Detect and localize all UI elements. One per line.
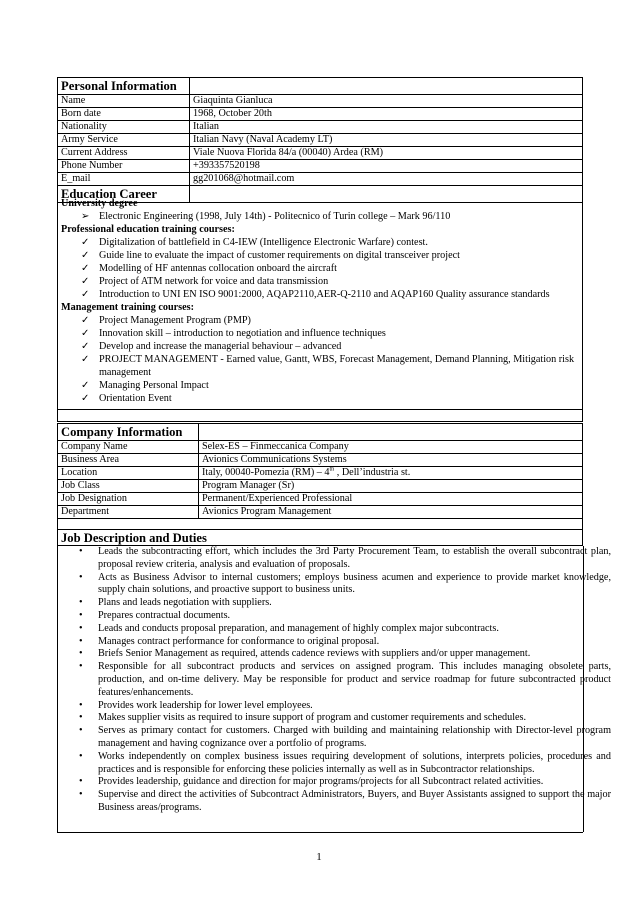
checkmark-icon: ✓ [81, 237, 90, 248]
list-item: ✓ Digitalization of battlefield in C4-IEW (Intelligence Electronic Warfare) contest. [81, 237, 428, 248]
list-item: ✓ Managing Personal Impact [81, 380, 209, 391]
company-info-table [57, 423, 583, 519]
arrow-bullet-icon: ➢ [81, 211, 90, 222]
round-bullet-icon: • [79, 609, 83, 621]
table-row: Job Class Program Manager (Sr) [58, 480, 583, 493]
list-item: • Manages contract performance for conformance to original proposal. [79, 635, 380, 647]
management-heading: Management training courses: [61, 302, 194, 313]
table-row: Department Avionics Program Management [58, 506, 583, 519]
round-bullet-icon: • [79, 546, 83, 557]
list-item: ✓ Project of ATM network for voice and data transmission [81, 276, 329, 287]
list-item: ✓ Orientation Event [81, 393, 172, 404]
checkmark-icon: ✓ [81, 263, 90, 274]
round-bullet-icon: • [79, 776, 83, 788]
email-link[interactable]: gg201068@hotmail.com [190, 173, 583, 186]
list-item: ✓ Introduction to UNI EN ISO 9001:2000, AQAP2110,AER-Q-2110 and AQAP160 Quality assurance standards [81, 289, 550, 300]
table-row: Phone Number +393357520198 [58, 160, 583, 173]
round-bullet-icon: • [79, 571, 83, 583]
checkmark-icon: ✓ [81, 328, 90, 339]
university-heading: University degree [61, 198, 138, 209]
round-bullet-icon: • [79, 725, 83, 737]
personal-info-heading: Personal Information [58, 78, 190, 95]
checkmark-icon: ✓ [81, 380, 90, 391]
round-bullet-icon: • [79, 635, 83, 647]
job-duties-section [57, 546, 611, 832]
round-bullet-icon: • [79, 597, 83, 609]
company-info-heading: Company Information [58, 424, 199, 441]
table-row: E_mail gg201068@hotmail.com [58, 173, 583, 186]
spacer-row [57, 518, 583, 530]
table-row: Name Giaquinta Gianluca [58, 95, 583, 108]
list-item: • Leads and conducts proposal preparation, and management of highly complex major subcontracts. [79, 622, 499, 634]
table-row: Born date 1968, October 20th [58, 108, 583, 121]
checkmark-icon: ✓ [81, 354, 90, 365]
table-row: Nationality Italian [58, 121, 583, 134]
duties-list [57, 546, 611, 815]
location-value: Italy, 00040-Pomezia (RM) – 4th , Dell’industria st. [199, 467, 583, 480]
education-section [57, 197, 583, 410]
list-item: • Supervise and direct the activities of Subcontract Administrators, Buyers, and Buyer Assistants assigned to support the major Business areas/programs. [79, 789, 611, 813]
round-bullet-icon: • [79, 789, 83, 801]
checkmark-icon: ✓ [81, 393, 90, 404]
list-item: • Responsible for all subcontract products and services on assigned program. This includes managing obsolete parts, production, and on-time delivery. May be responsible for product and service roadmap for future subcontracted product features/enhancements. [79, 661, 611, 698]
list-item: • Acts as Business Advisor to internal customers; employs business acumen and experience to provide market knowledge, supply chain solutions, and proactive support to business units. [79, 571, 611, 596]
checkmark-icon: ✓ [81, 341, 90, 352]
round-bullet-icon: • [79, 622, 83, 634]
list-item: • Provides work leadership for lower level employees. [79, 699, 313, 711]
list-item: • Provides leadership, guidance and direction for major programs/projects for all Subcontract related activities. [79, 776, 544, 788]
checkmark-icon: ✓ [81, 250, 90, 261]
round-bullet-icon: • [79, 699, 83, 711]
checkmark-icon: ✓ [81, 315, 90, 326]
list-item: ✓ Modelling of HF antennas collocation onboard the aircraft [81, 263, 337, 274]
list-item: • Works independently on complex business issues requiring development of solutions, interprets policies, procedures and practices and is responsible for enforcing these policies internally as well as in Subcontractor relationships. [79, 750, 611, 775]
list-item: • Makes supplier visits as required to insure support of program and customer requirements and schedules. [79, 712, 527, 724]
table-row: Company Name Selex-ES – Finmeccanica Company [58, 441, 583, 454]
list-item: ✓ Develop and increase the managerial behaviour – advanced [81, 341, 342, 352]
education-heading: Education Career [58, 186, 190, 203]
table-row: Current Address Viale Nuova Florida 84/a (00040) Ardea (RM) [58, 147, 583, 160]
checkmark-icon: ✓ [81, 289, 90, 300]
list-item: ✓ PROJECT MANAGEMENT - Earned value, Gantt, WBS, Forecast Management, Demand Planning, Mitigation risk management [81, 354, 575, 378]
table-row: Job Designation Permanent/Experienced Professional [58, 493, 583, 506]
job-description-heading: Job Description and Duties [57, 530, 583, 546]
list-item: • Prepares contractual documents. [79, 609, 231, 621]
table-row: Army Service Italian Navy (Naval Academy LT) [58, 134, 583, 147]
page-number: 1 [316, 851, 322, 863]
table-row: Business Area Avionics Communications Systems [58, 454, 583, 467]
list-item: ✓ Innovation skill – introduction to negotiation and influence techniques [81, 328, 386, 339]
list-item: ✓ Guide line to evaluate the impact of customer requirements on digital transceiver project [81, 250, 460, 261]
round-bullet-icon: • [79, 648, 83, 660]
round-bullet-icon: • [79, 750, 83, 762]
list-item: • Plans and leads negotiation with suppliers. [79, 597, 272, 609]
professional-heading: Professional education training courses: [61, 224, 235, 235]
round-bullet-icon: • [79, 661, 83, 673]
list-item: • Serves as primary contact for customers. Charged with building and maintaining relationship with Director-level program management and having cognizance over a portfolio of programs. [79, 725, 611, 749]
round-bullet-icon: • [79, 712, 83, 724]
spacer-row [57, 410, 583, 422]
list-item: • Briefs Senior Management as required, attends cadence reviews with suppliers and/or upper management. [79, 648, 531, 660]
list-item: ➢ Electronic Engineering (1998, July 14th) - Politecnico of Turin college – Mark 96/110 [81, 211, 451, 222]
personal-info-table [57, 77, 583, 203]
list-item: • Leads the subcontracting effort, which includes the 3rd Party Procurement Team, to establish the overall subcontract plan, proposal review criteria, analysis and evaluation of proposals. [79, 546, 611, 570]
list-item: ✓ Project Management Program (PMP) [81, 315, 251, 326]
checkmark-icon: ✓ [81, 276, 90, 287]
table-row: Location Italy, 00040-Pomezia (RM) – 4th , Dell’industria st. [58, 467, 583, 480]
